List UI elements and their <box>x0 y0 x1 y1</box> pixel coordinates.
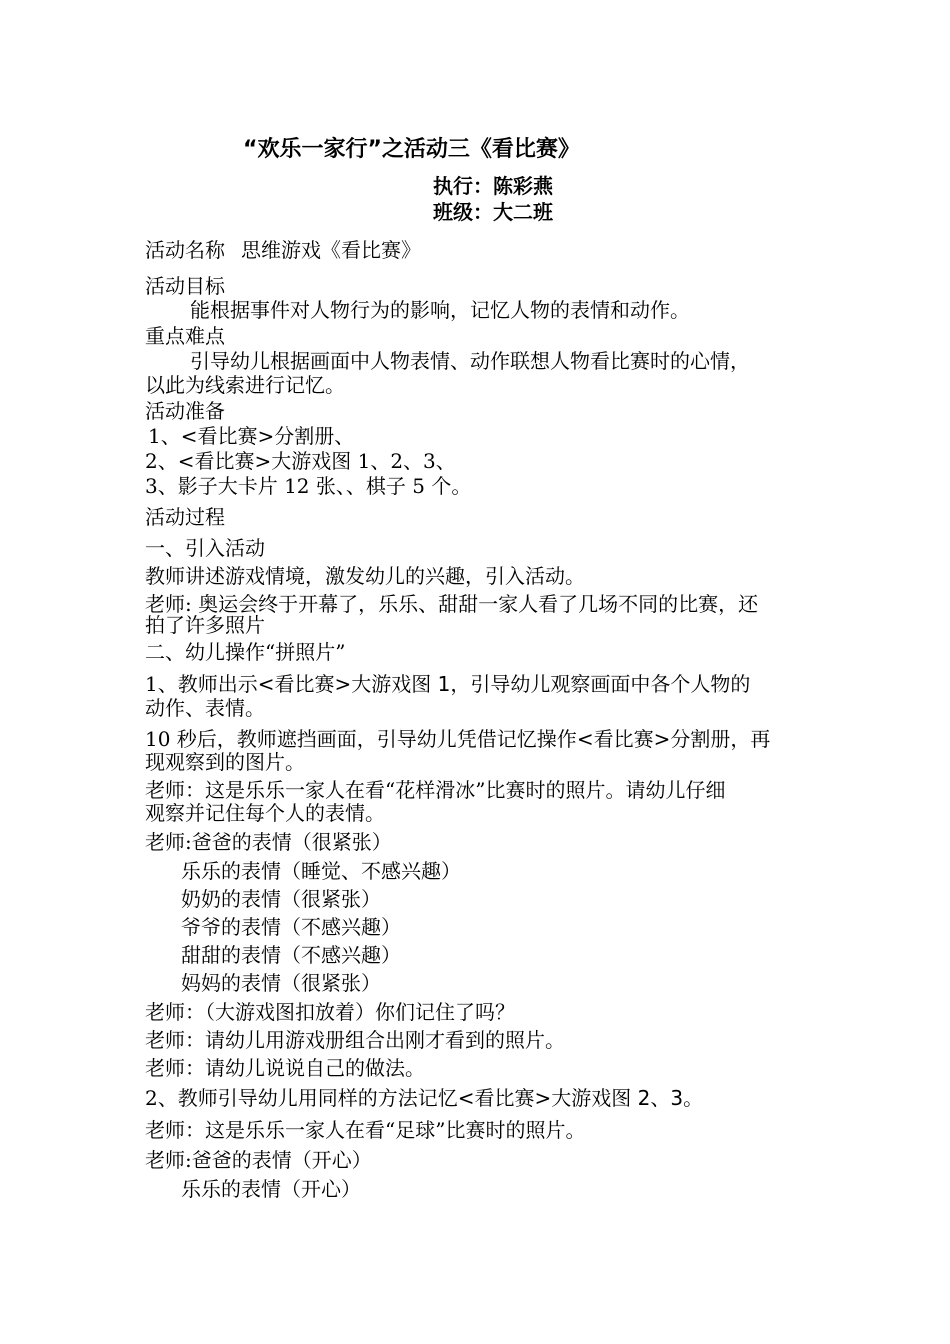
teacher-skating-line-1: 老师：这是乐乐一家人在看“花样滑冰”比赛时的照片。请幼儿仔细 <box>145 778 726 802</box>
step-1b-suffix: ，再 <box>730 727 771 751</box>
step-2-material: <看比赛>大游戏图 2、3 <box>457 1086 684 1110</box>
expression-line: 甜甜的表情（不感兴趣） <box>181 943 401 967</box>
teacher-line: 老师：请幼儿说说自己的做法。 <box>145 1056 425 1080</box>
process-heading: 活动过程 <box>145 505 225 529</box>
key-heading: 重点难点 <box>145 324 225 348</box>
step-1b-line-2: 现观察到的图片。 <box>145 750 305 774</box>
teacher-skating-line-2: 观察并记住每个人的表情。 <box>145 801 385 825</box>
prep-item: 2、<看比赛>大游戏图 1、2、3、 <box>145 449 456 473</box>
goal-heading: 活动目标 <box>145 274 225 298</box>
expression-line: 老师:爸爸的表情（开心） <box>145 1148 372 1172</box>
key-text-line-2: 以此为线索进行记忆。 <box>145 373 345 397</box>
expression-line: 妈妈的表情（很紧张） <box>181 971 381 995</box>
section-2-heading: 二、幼儿操作“拼照片” <box>145 640 346 664</box>
section-1-heading: 一、引入活动 <box>145 536 265 560</box>
teacher-line: 老师：（大游戏图扣放着）你们记住了吗？ <box>145 1000 515 1024</box>
class-line: 班级：大二班 <box>433 200 553 224</box>
expression-line: 爷爷的表情（不感兴趣） <box>181 915 401 939</box>
expression-line: 乐乐的表情（开心） <box>181 1177 361 1201</box>
prep-item: 1、<看比赛>分割册、 <box>148 424 355 448</box>
step-1b-line-1 <box>145 727 770 751</box>
step-2-prefix: 2、教师引导幼儿用同样的方法记忆 <box>145 1086 458 1110</box>
step-1-suffix: ，引导幼儿观察画面中各个人物的 <box>450 672 751 696</box>
section-1-teacher-line-1: 老师: 奥运会终于开幕了，乐乐、甜甜一家人看了几场不同的比赛，还 <box>145 592 759 616</box>
step-1b-material: <看比赛>分割册 <box>576 727 731 751</box>
expression-line: 奶奶的表情（很紧张） <box>181 887 381 911</box>
activity-name-value: 思维游戏《看比赛》 <box>241 238 421 262</box>
activity-name-line <box>145 238 421 262</box>
step-1b-prefix: 10 秒后，教师遮挡画面，引导幼儿凭借记忆操作 <box>145 727 577 751</box>
step-1-line-2: 动作、表情。 <box>145 696 265 720</box>
goal-text: 能根据事件对人物行为的影响，记忆人物的表情和动作。 <box>190 298 690 322</box>
activity-name-label: 活动名称 <box>145 238 225 262</box>
step-2-suffix: 。 <box>683 1086 704 1110</box>
section-1-text: 教师讲述游戏情境，激发幼儿的兴趣，引入活动。 <box>145 564 585 588</box>
step-1-line-1 <box>145 672 750 696</box>
step-1-prefix: 1、教师出示 <box>145 672 258 696</box>
prep-heading: 活动准备 <box>145 399 225 423</box>
executor-line: 执行：陈彩燕 <box>433 174 553 198</box>
expression-line: 乐乐的表情（睡觉、不感兴趣） <box>181 859 461 883</box>
section-1-teacher-line-2: 拍了许多照片 <box>145 613 265 637</box>
teacher-football-line: 老师：这是乐乐一家人在看“足球”比赛时的照片。 <box>145 1118 586 1142</box>
prep-item: 3、影子大卡片 12 张、、棋子 5 个。 <box>145 474 472 498</box>
key-text-line-1: 引导幼儿根据画面中人物表情、动作联想人物看比赛时的心情， <box>190 349 750 373</box>
document-title: “欢乐一家行”之活动三《看比赛》 <box>243 137 580 162</box>
step-2-line <box>145 1086 703 1110</box>
expression-line: 老师:爸爸的表情（很紧张） <box>145 830 392 854</box>
teacher-line: 老师：请幼儿用游戏册组合出刚才看到的照片。 <box>145 1028 565 1052</box>
step-1-material: <看比赛>大游戏图 1 <box>257 672 451 696</box>
